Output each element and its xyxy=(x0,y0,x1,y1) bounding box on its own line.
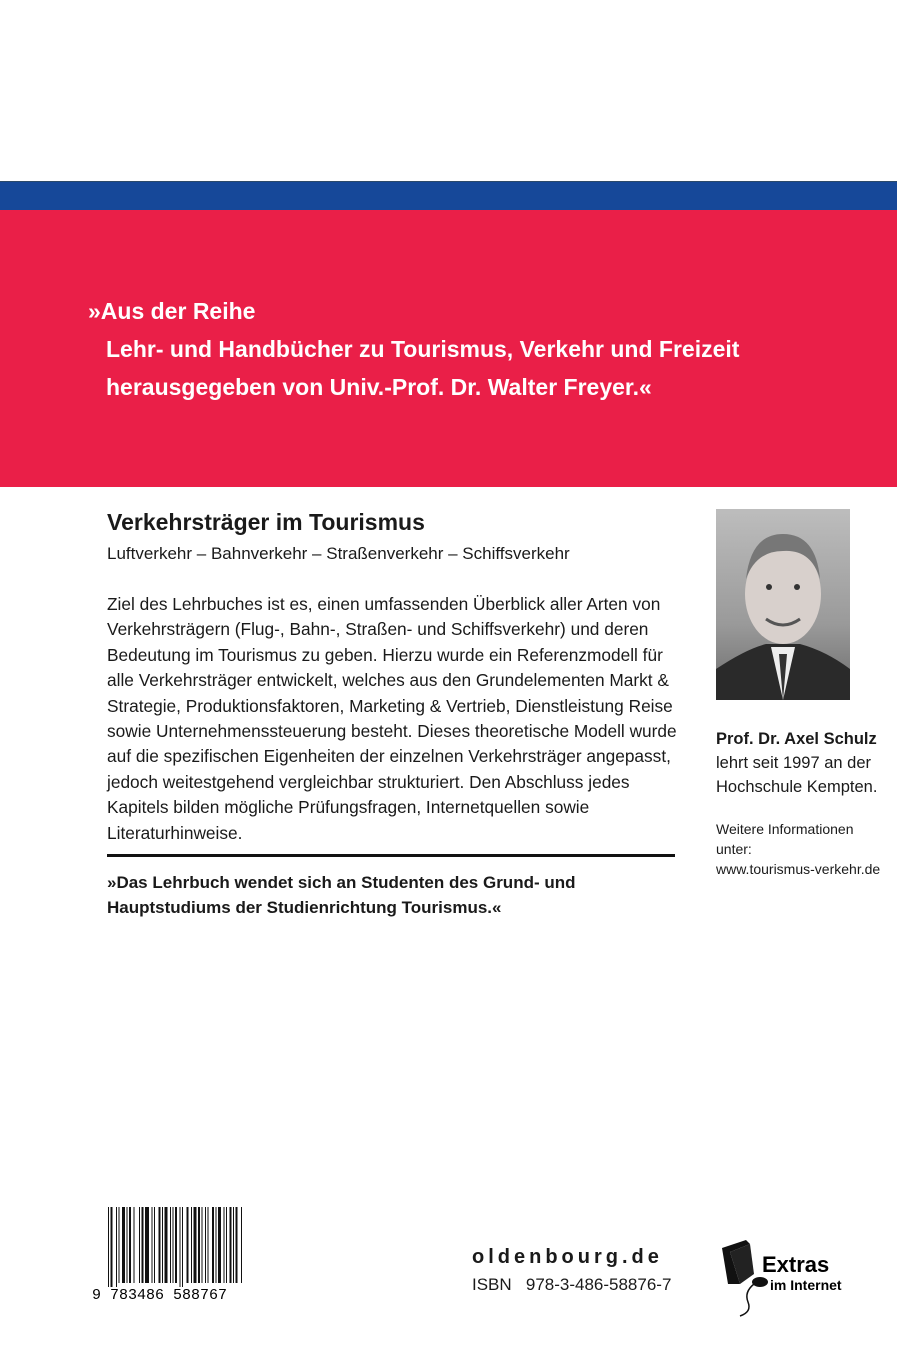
author-url-link[interactable]: www.tourismus-verkehr.de xyxy=(716,861,881,877)
barcode-bar xyxy=(230,1207,232,1283)
author-info xyxy=(716,727,877,799)
barcode-digits: 9 783486 588767 xyxy=(92,1287,228,1304)
barcode-bar xyxy=(142,1207,144,1283)
book-subtitle: Luftverkehr – Bahnverkehr – Straßenverkehr – Schiffsverkehr xyxy=(107,544,570,563)
isbn xyxy=(472,1275,671,1295)
barcode-bar xyxy=(216,1207,217,1283)
series-line: Lehr- und Handbücher zu Tourismus, Verkehr und Freizeit xyxy=(106,336,740,362)
barcode-bar xyxy=(224,1207,225,1283)
barcode-bar xyxy=(108,1207,109,1287)
blue-band xyxy=(0,181,897,211)
barcode-bar xyxy=(198,1207,200,1283)
barcode-bar xyxy=(173,1207,174,1283)
barcode-bar xyxy=(127,1207,128,1283)
more-info xyxy=(716,819,880,879)
author-photo xyxy=(716,509,850,700)
barcode-bar xyxy=(154,1207,155,1283)
extras-subtext: im Internet xyxy=(770,1277,842,1293)
audience-quote: »Das Lehrbuch wendet sich an Studenten des Grund- und Hauptstudiums der Studienrichtung Tourismus.« xyxy=(107,873,576,917)
more-info-label: Weitere Informationen xyxy=(716,821,854,837)
series-info xyxy=(88,292,739,406)
barcode-bar xyxy=(208,1207,209,1283)
barcode-bar xyxy=(159,1207,161,1283)
barcode-bar xyxy=(122,1207,125,1283)
more-info-label: unter: xyxy=(716,841,752,857)
barcode-bar xyxy=(129,1207,131,1283)
barcode-bar xyxy=(165,1207,168,1283)
barcode-bar xyxy=(241,1207,242,1283)
publisher-site[interactable]: oldenbourg.de xyxy=(472,1246,663,1268)
barcode-bar xyxy=(175,1207,177,1283)
barcode-bar xyxy=(139,1207,140,1283)
barcode-bar xyxy=(162,1207,163,1283)
book-title: Verkehrsträger im Tourismus xyxy=(107,509,425,535)
isbn-number: 978-3-486-58876-7 xyxy=(525,1275,672,1294)
barcode-bar xyxy=(180,1207,181,1287)
barcode-bar xyxy=(134,1207,135,1283)
barcode-bar xyxy=(233,1207,234,1283)
book-description: Ziel des Lehrbuches ist es, einen umfassenden Überblick aller Arten von Verkehrsträgern (Flug-, Bahn-, Straßen- und Schiffsverkehr) und deren Bedeutung im Tourismus zu geben. Hierzu wurde ein Referenzmodell für alle Verkehrsträger entwickelt, welches aus den Grundelementen Markt & Strategie, Produktionsfaktoren, Marketing & Vertrieb, Dienstleistung Reise sowie Unternehmenssteuerung besteht. Dieses theoretische Modell wurde auf die spezifischen Eigenheiten der einzelnen Verkehrsträger angepasst, jedoch weitestgehend vergleichbar strukturiert. Den Abschluss jedes Kapitels bilden mögliche Prüfungsfragen, Internetquellen sowie Literaturhinweise. xyxy=(107,594,677,843)
series-line: »Aus der Reihe xyxy=(88,298,256,324)
author-bio: lehrt seit 1997 an der xyxy=(716,754,872,772)
barcode-bar xyxy=(170,1207,171,1283)
barcode-bar xyxy=(116,1207,117,1287)
barcode-bar xyxy=(111,1207,113,1287)
author-bio: Hochschule Kempten. xyxy=(716,778,878,796)
series-line: herausgegeben von Univ.-Prof. Dr. Walter Freyer.« xyxy=(106,374,652,400)
barcode-bar xyxy=(202,1207,203,1283)
barcode-bar xyxy=(182,1207,183,1287)
extras-logo xyxy=(718,1240,878,1320)
extras-text: Extras xyxy=(762,1252,830,1277)
divider xyxy=(107,854,675,857)
barcode-bar xyxy=(212,1207,214,1283)
isbn-label: ISBN xyxy=(472,1275,512,1294)
barcode-bar xyxy=(194,1207,197,1283)
barcode-bar xyxy=(218,1207,221,1283)
barcode-bar xyxy=(191,1207,192,1283)
barcode xyxy=(92,1205,252,1305)
barcode-bar xyxy=(119,1207,120,1283)
barcode-bar xyxy=(187,1207,189,1283)
barcode-bar xyxy=(152,1207,153,1283)
barcode-bar xyxy=(145,1207,149,1283)
barcode-bar xyxy=(205,1207,206,1283)
author-name: Prof. Dr. Axel Schulz xyxy=(716,730,877,748)
barcode-bar xyxy=(226,1207,227,1283)
barcode-bar xyxy=(236,1207,238,1283)
